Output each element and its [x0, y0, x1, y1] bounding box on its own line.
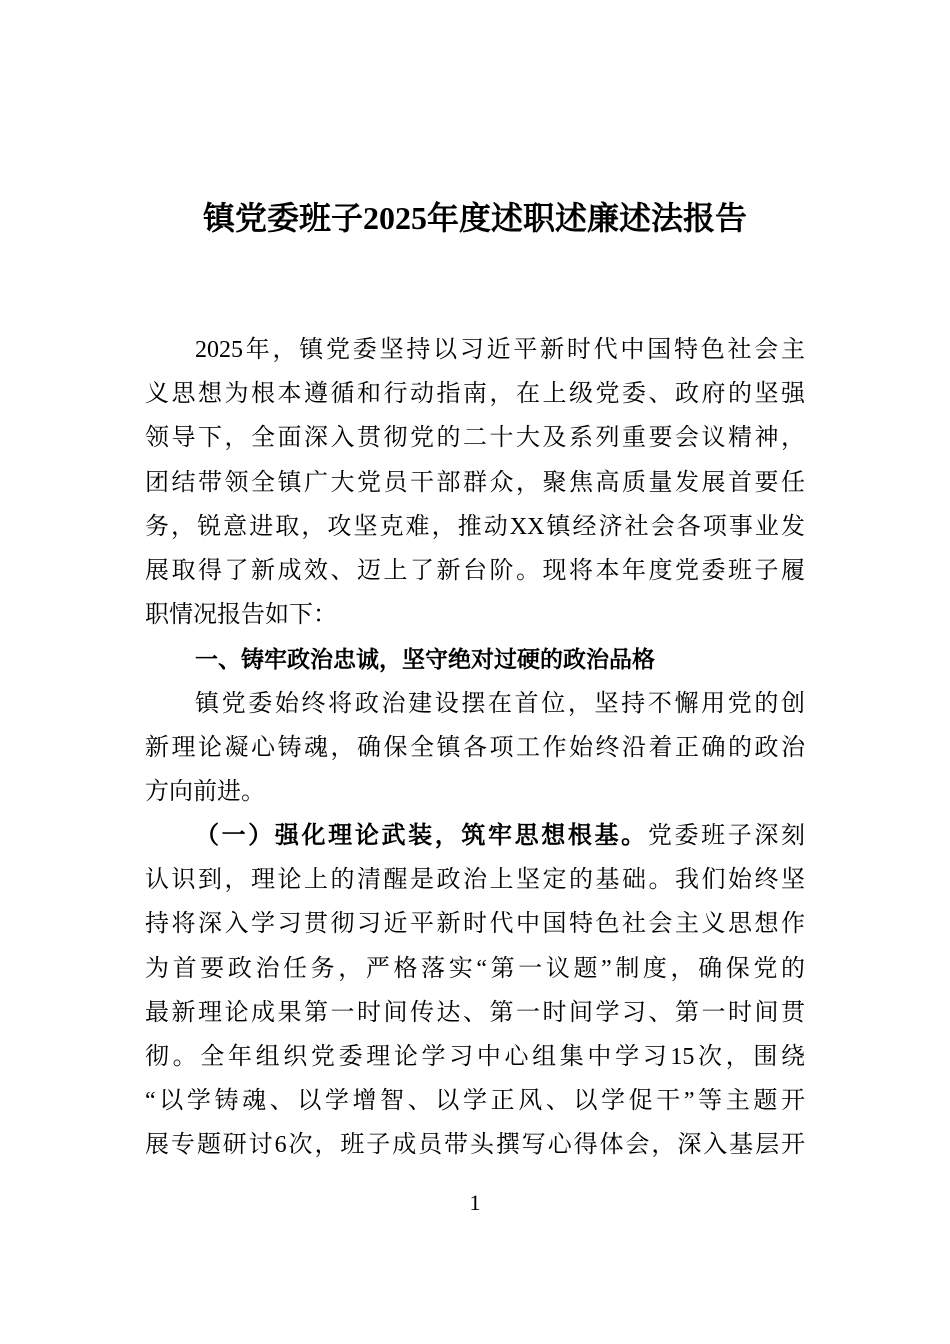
paragraph-text: 党委班子深刻	[647, 823, 806, 850]
paragraph-line: 团结带领全镇广大党员干部群众，聚焦高质量发展首要任	[145, 469, 805, 496]
paragraph-line: 彻。全年组织党委理论学习中心组集中学习15次，围绕	[145, 1044, 805, 1070]
paragraph-line: 义思想为根本遵循和行动指南，在上级党委、政府的坚强	[145, 381, 805, 408]
paragraph-line: 务，锐意进取，攻坚克难，推动XX镇经济社会各项事业发	[145, 513, 805, 540]
paragraph-line: 为首要政治任务，严格落实“第一议题”制度，确保党的	[145, 955, 805, 982]
paragraph-line: 展取得了新成效、迈上了新台阶。现将本年度党委班子履	[145, 557, 805, 584]
paragraph-line: 2025年，镇党委坚持以习近平新时代中国特色社会主	[195, 337, 805, 363]
paragraph-line: 领导下，全面深入贯彻党的二十大及系列重要会议精神，	[145, 425, 805, 452]
document-title: 镇党委班子2025年度述职述廉述法报告	[202, 200, 747, 236]
paragraph-line: 持将深入学习贯彻习近平新时代中国特色社会主义思想作	[145, 911, 805, 938]
paragraph-line: 最新理论成果第一时间传达、第一时间学习、第一时间贯	[145, 999, 805, 1026]
document-body	[145, 328, 805, 1168]
paragraph-line: 认识到，理论上的清醒是政治上坚定的基础。我们始终坚	[145, 867, 805, 894]
paragraph-line: 职情况报告如下：	[145, 602, 337, 629]
paragraph-line	[145, 814, 805, 858]
paragraph-line: 方向前进。	[145, 778, 265, 805]
paragraph-line: 展专题研讨6次，班子成员带头撰写心得体会，深入基层开	[145, 1132, 805, 1159]
paragraph-line: 新理论凝心铸魂，确保全镇各项工作始终沿着正确的政治	[145, 734, 805, 761]
paragraph-line: “以学铸魂、以学增智、以学正风、以学促干”等主题开	[145, 1088, 805, 1115]
paragraph-line: 镇党委始终将政治建设摆在首位，坚持不懈用党的创	[195, 690, 805, 717]
subsection-heading: （一）强化理论武装，筑牢思想根基。	[195, 823, 648, 850]
section-heading: 一、铸牢政治忠诚，坚守绝对过硬的政治品格	[195, 646, 655, 673]
page-number: 1	[469, 1190, 481, 1215]
